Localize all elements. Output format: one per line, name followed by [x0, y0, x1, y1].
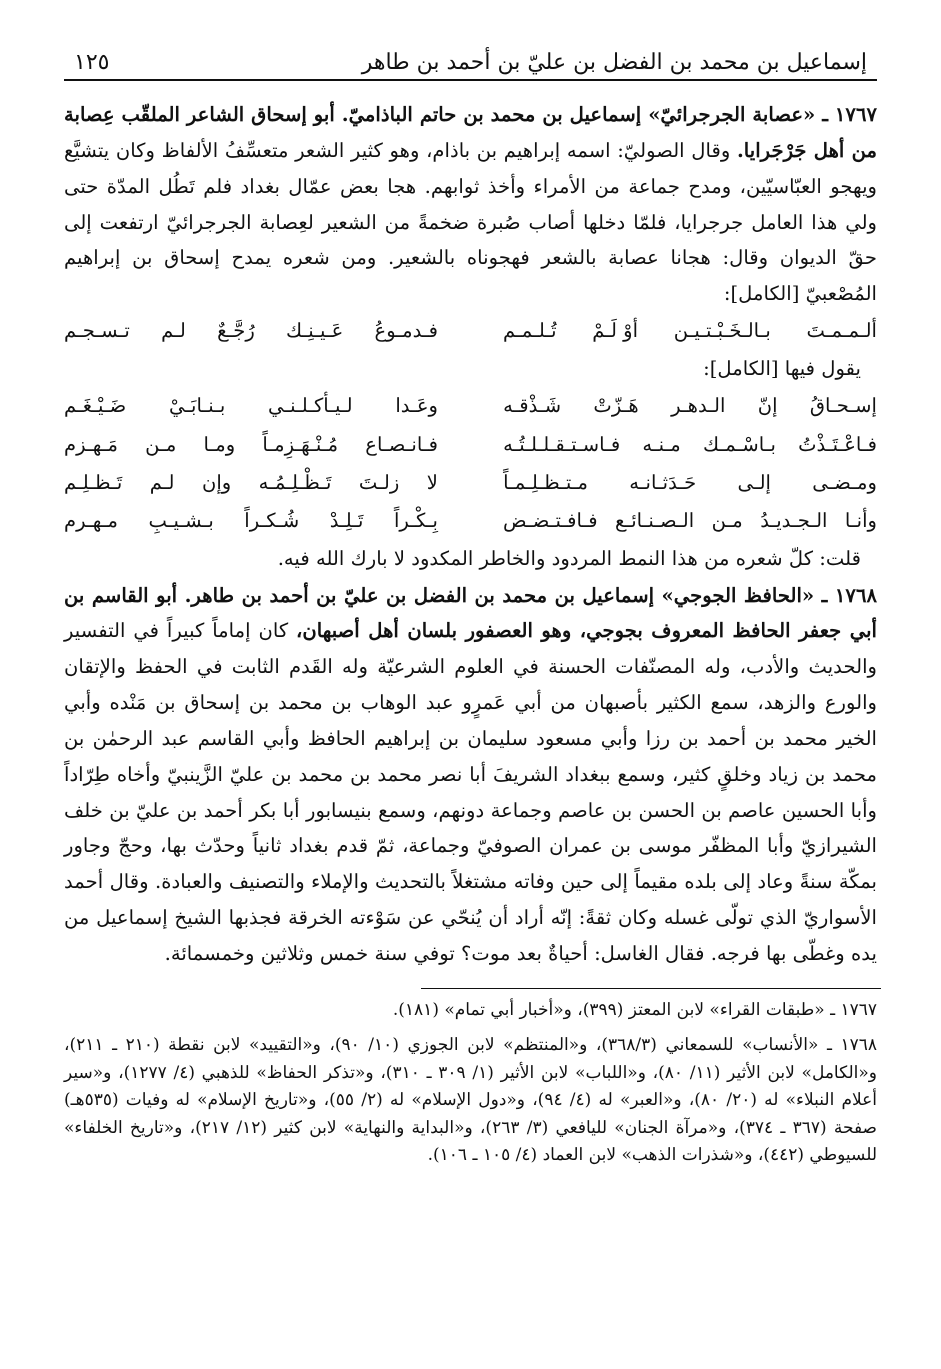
footnotes	[60, 997, 881, 1170]
verse-word: مـن	[145, 432, 177, 456]
footnote-number: ١٧٦٨ ـ	[826, 1035, 878, 1056]
running-header	[60, 50, 881, 79]
verses-block	[60, 387, 881, 540]
verse-intro: يقول فيها [الكامل]:	[703, 357, 861, 381]
verse-word: هَـزّتْ	[593, 394, 639, 418]
verse-word: شَـذْقـه	[503, 394, 562, 418]
header-rule	[64, 79, 877, 81]
verse-word: فـاسـتـقـلـلـتُـه	[503, 432, 621, 456]
verse-word: بـشـيـبِ	[148, 509, 214, 533]
entry-1767-paragraph	[60, 97, 881, 312]
verse-word: لـيـأكـلـنـي	[268, 394, 353, 418]
verse-hemistich-left	[64, 387, 438, 425]
verse-word: إلـى	[737, 470, 771, 494]
verse-word: زلـتَ	[358, 470, 400, 494]
verse-word: لـم	[149, 470, 175, 494]
verse-word: رُجَّـعٌ	[217, 319, 255, 343]
verse-word: حَـدَثـانـه	[629, 470, 697, 494]
verse-word: الـجـديـدُ	[760, 509, 828, 533]
verse-word: مـهـرم	[64, 509, 118, 533]
verse-word: الـصـنـائـع	[615, 509, 695, 533]
verse-word: الـدهـر	[671, 394, 726, 418]
entry-1767-heading: ١٧٦٧ ـ «عصابة الجرجرائيّ» إسماعيل بن محمد بن حاتم الباذاميّ. أبو إسحاق الشاعر الملقّب عِصابة من أهل جَرْجَرايا.	[64, 103, 877, 162]
verse-line	[60, 502, 881, 540]
verse-word: مَـهـزم	[64, 432, 118, 456]
verse-word: ألـمـمـتَ	[806, 319, 877, 343]
verse-word: فـاعْـتَـذْتُ	[798, 432, 877, 456]
verse-hemistich-right	[503, 426, 877, 464]
verse-word: تَـظْـلِـمُـه	[258, 470, 332, 494]
footnote-text: «طبقات القراء» لابن المعتز (٣٩٩)، و«أخبار أبي تمام» (١٨١).	[392, 999, 825, 1020]
verse-word: بـاسْـمـك	[703, 432, 776, 456]
verse-word: لـم	[161, 319, 186, 343]
footnote-rule-wrap	[60, 972, 881, 997]
entry-1768-body: كان إماماً كبيراً في التفسير والحديث والأدب، وله المصنّفات الحسنة في العلوم الشرعيّة وله القَدم الثابت في الحفظ والإتقان والورع والزهد، سمع الكثير بأصبهان من أبي عَمرٍو عبد الوهاب بن محمد بن إسحاق بن مَنْده وأبي الخير محمد بن أحمد بن رزا وأبي مسعود سليمان بن إبراهيم الحافظ وأبي القاسم عبد الرحمٰن بن محمد بن زياد وخلقٍ كثير، وسمع ببغداد الشريفَ أبا نصر محمد بن محمد بن عليّ الزَّينبيّ وأخاه طِرّاداً وأبا الحسين عاصم بن الحسن بن عاصم وجماعة دونهم، وسمع بنيسابور أبا بكر أحمد بن عليّ بن خلف الشيرازيّ وأبا المظفّر موسى بن عمران الصوفيّ وجماعة، ثمّ قدم بغداد ثانياً وحدّث بها، وحجّ وجاور بمكّة سنةً وعاد إلى بلده مقيماً إلى حين وفاته مشتغلاً بالتحديث والإملاء والتصنيف والعبادة. وقال أحمد الأسواريّ الذي تولّى غسله وكان ثقةً: إنّه أراد أن يُنحّي عن سَوْءته الخرقة فجذبها الشيخ إسماعيل من يده وغطّى بها فرجه. فقال الغاسل: أحياةٌ بعد موت؟ توفي سنة خمس وثلاثين وخمسمائة.	[64, 619, 878, 965]
verse-word: إنّ	[757, 394, 778, 418]
entry-1767-body: وقال الصوليّ: اسمه إبراهيم بن باذام، وهو كثير الشعر متعسِّفُ الألفاظ وكان يتشيَّع ويهجو العبّاسيّين، ومدح جماعة من الأمراء وأخذ ثوابهم. هجا بعض عمّال بغداد فلم تَطُل المدّة حتى ولي هذا العامل جرجرايا، فلمّا دخلها أصاب صُبرة ضخمةً من الشعير لعِصابة الجرجرائيّ ارتفعت إلى حقّ الديوان وقال: هجانا عصابة بالشعر فهجوناه بالشعير. ومن شعره يمدح إسحاق بن إبراهيم المُصْعبيّ [الكامل]:	[64, 138, 878, 306]
verse-word: وعَـدا	[395, 394, 438, 418]
entry-1768-heading: ١٧٦٨ ـ «الحافظ الجوجي» إسماعيل بن محمد بن الفضل بن عليّ بن أحمد بن طاهر. أبو القاسم بن أبي جعفر الحافظ المعروف بجوجي، وهو العصفور بلسان أهل أصبهان،	[64, 583, 877, 643]
verse-word: تَـلِـدْ	[329, 509, 364, 533]
verse-word: ومـا	[203, 432, 236, 456]
verse-word: فـانـصـاع	[365, 432, 438, 456]
verse-hemistich-left	[64, 464, 438, 502]
verse-word: عَـيـنِـك	[286, 319, 344, 343]
verse-line	[60, 312, 881, 350]
verse-line	[60, 464, 881, 502]
footnote-item	[64, 1032, 877, 1170]
verse-line	[60, 387, 881, 425]
entry-1768-paragraph	[60, 578, 881, 972]
running-title: إسماعيل بن محمد بن الفضل بن عليّ بن أحمد بن طاهر	[361, 50, 867, 75]
verse-hemistich-right	[503, 312, 877, 350]
author-note: قلت: كلّ شعره من هذا النمط المردود والخاطر المكدود لا بارك الله فيه.	[277, 547, 861, 571]
verse-hemistich-right	[503, 502, 877, 540]
verse-hemistich-left	[64, 312, 438, 350]
verse-word: شُـكـراً	[244, 509, 300, 533]
verse-word: بـالـخَـبْـتـيـن	[673, 319, 771, 343]
page-number: ١٢٥	[74, 50, 110, 75]
verse-hemistich-right	[503, 387, 877, 425]
verse-word: تَـظـلِـم	[64, 470, 123, 494]
footnote-number: ١٧٦٧ ـ	[830, 999, 877, 1020]
verse-word: مُـنْـهَـزِمـاً	[262, 432, 339, 456]
footnote-item	[64, 997, 877, 1025]
verse-word: تُـلـمـم	[503, 319, 557, 343]
verse-word: وإن	[201, 470, 232, 494]
verse-word: أوْ لَـمْ	[592, 319, 639, 343]
verse-word: مـن	[711, 509, 743, 533]
footnote-rule	[421, 988, 881, 989]
verse-hemistich-right	[503, 464, 877, 502]
verse-word: لا	[426, 470, 438, 494]
verse-word: بِـكْـراً	[393, 509, 438, 533]
verse-hemistich-left	[64, 426, 438, 464]
verse-word: مـنـه	[642, 432, 681, 456]
footnote-text: «الأنساب» للسمعاني (٣٦٨/٣)، و«المنتظم» لابن الجوزي (١٠/ ٩٠)، و«التقييد» لابن نقطة (٢١٠ ـ ٢١١)، و«الكامل» لابن الأثير (١١/ ٨٠)، و«اللباب» لابن الأثير (١/ ٣٠٩ ـ ٣١٠)، و«تذكر الحفاظ» للذهبي (٤/ ١٢٧٧)، و«سير أعلام النبلاء» له (٢٠/ ٨٠)، و«العبر» له (٤/ ٩٤)، و«دول الإسلام» له (٢/ ٥٥)، و«تاريخ الإسلام» له وفيات (٥٣٥هـ) صفحة (٣٦٧ ـ ٣٧٤)، و«مرآة الجنان» لليافعي (٣/ ٢٦٣)، و«البداية والنهاية» لابن كثير (١٢/ ٢١٧)، و«تاريخ الخلفاء» للسيوطي (٤٤٢)، و«شذرات الذهب» لابن العماد (٤/ ١٠٥ ـ ١٠٦).	[64, 1035, 878, 1166]
verse-word: مـتـظـلِـمـاً	[503, 470, 589, 494]
verse-word: إسـحـاقُ	[809, 394, 877, 418]
verse-hemistich-left	[64, 502, 438, 540]
verse-word: وأنـا	[844, 509, 877, 533]
verse-line	[60, 426, 881, 464]
verse-word: فـدمـوعُ	[374, 319, 438, 343]
verse-word: فـافـتـضـض	[503, 509, 598, 533]
verse-word: ضَـيْـغَـم	[64, 394, 127, 418]
verse-word: تـسـجـم	[64, 319, 130, 343]
verse-word: ومـضـى	[812, 470, 877, 494]
verse-word: بـنـابَـيْ	[168, 394, 226, 418]
